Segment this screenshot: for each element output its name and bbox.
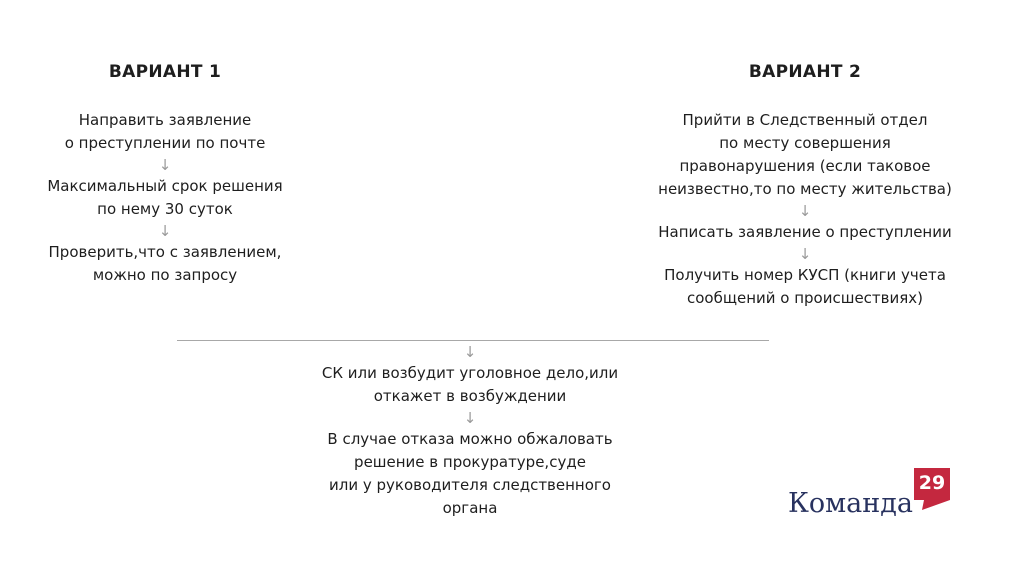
variant-2-step-1: Прийти в Следственный отдел по месту совершения правонарушения (если таковое неизвестно,то по месту жительства) [658, 111, 952, 198]
arrow-down-icon: ↓ [798, 245, 812, 263]
variant-1-title: ВАРИАНТ 1 [108, 62, 222, 82]
outcome-step-1: СК или возбудит уголовное дело,или откажет в возбуждении [321, 364, 619, 405]
arrow-down-icon: ↓ [463, 409, 477, 427]
arrow-down-icon: ↓ [158, 156, 172, 174]
variant-2-title: ВАРИАНТ 2 [748, 62, 862, 82]
variant-1-column [20, 62, 310, 287]
variant-2-step-3: Получить номер КУСП (книги учета сообщений о происшествиях) [664, 266, 946, 307]
variant-2-step-2: Написать заявление о преступлении [658, 223, 952, 241]
variant-1-step-1: Направить заявление о преступлении по почте [64, 111, 266, 152]
merge-divider-line [177, 340, 769, 341]
arrow-down-icon: ↓ [158, 222, 172, 240]
logo-text: Команда [788, 488, 913, 519]
outcome-column [290, 342, 650, 520]
logo-number: 29 [918, 472, 946, 494]
arrow-down-icon: ↓ [463, 343, 477, 361]
variant-1-step-2: Максимальный срок решения по нему 30 суток [47, 177, 283, 218]
variant-2-column [640, 62, 970, 310]
arrow-down-icon: ↓ [798, 202, 812, 220]
variant-1-step-3: Проверить,что с заявлением, можно по запросу [48, 243, 282, 284]
komanda29-logo [788, 466, 958, 526]
outcome-step-2: В случае отказа можно обжаловать решение в прокуратуре,суде или у руководителя следственного органа [327, 430, 613, 517]
